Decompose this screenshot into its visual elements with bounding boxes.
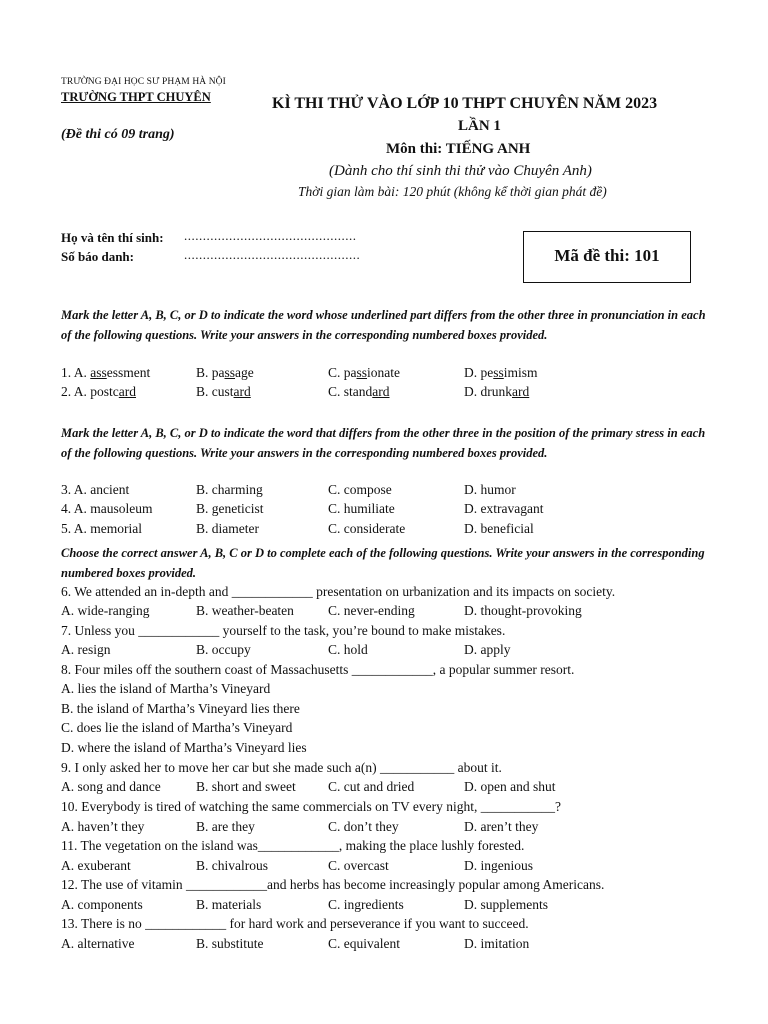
- exam-title: KÌ THI THỬ VÀO LỚP 10 THPT CHUYÊN NĂM 2023: [272, 95, 658, 112]
- question-7-stem: 7. Unless you ____________ yourself to the task, you’re bound to make mistakes.: [61, 623, 506, 638]
- option-9a: A. song and dance: [61, 779, 161, 794]
- question-11-stem: 11. The vegetation on the island was____________, making the place lushly forested.: [61, 838, 525, 853]
- candidate-name-label: Họ và tên thí sinh:: [61, 230, 164, 245]
- section2-instruction: Mark the letter A, B, C, or D to indicate the word that differs from the other three in the position of the primary stress in each of the following questions. Write your answers in the corresponding numbered boxes provided.: [61, 426, 706, 460]
- school-name: TRƯỜNG THPT CHUYÊN: [61, 90, 211, 104]
- pages-note: (Đề thi có 09 trang): [61, 127, 175, 142]
- university-name: TRƯỜNG ĐẠI HỌC SƯ PHẠM HÀ NỘI: [61, 77, 226, 87]
- option-8a: A. lies the island of Martha’s Vineyard: [61, 681, 271, 696]
- option-9d: D. open and shut: [464, 779, 556, 794]
- candidate-id-label: Số báo danh:: [61, 249, 134, 264]
- option-4b: B. geneticist: [196, 501, 264, 516]
- option-2a: 2. A. postcard: [61, 384, 137, 399]
- exam-round: LẦN 1: [458, 118, 501, 134]
- option-7b: B. occupy: [196, 642, 251, 657]
- candidate-name-dots: ..............................................: [184, 228, 357, 243]
- question-9-stem: 9. I only asked her to move her car but she made such a(n) ___________ about it.: [61, 760, 502, 775]
- candidate-id-dots: ...............................................: [184, 247, 361, 262]
- section3-instruction: Choose the correct answer A, B, C or D to complete each of the following questions. Write your answers in the corresponding numbered boxes provided.: [61, 546, 705, 580]
- option-4a: 4. A. mausoleum: [61, 501, 153, 516]
- question-8-stem: 8. Four miles off the southern coast of Massachusetts ____________, a popular summer resort.: [61, 662, 575, 677]
- option-8c: C. does lie the island of Martha’s Vineyard: [61, 720, 293, 735]
- option-10b: B. are they: [196, 819, 255, 834]
- option-10c: C. don’t they: [328, 819, 399, 834]
- question-13-stem: 13. There is no ____________ for hard work and perseverance if you want to succeed.: [61, 916, 529, 931]
- option-3a: 3. A. ancient: [61, 482, 130, 497]
- option-11d: D. ingenious: [464, 858, 533, 873]
- option-12a: A. components: [61, 897, 143, 912]
- option-2c: C. standard: [328, 384, 390, 399]
- option-4d: D. extravagant: [464, 501, 544, 516]
- option-8b: B. the island of Martha’s Vineyard lies there: [61, 701, 300, 716]
- option-13d: D. imitation: [464, 936, 530, 951]
- exam-dedication: (Dành cho thí sinh thi thử vào Chuyên Anh): [329, 163, 592, 179]
- option-11c: C. overcast: [328, 858, 389, 873]
- option-10a: A. haven’t they: [61, 819, 145, 834]
- option-13b: B. substitute: [196, 936, 264, 951]
- option-1c: C. passionate: [328, 365, 401, 380]
- question-12-stem: 12. The use of vitamin ____________and herbs has become increasingly popular among Americans.: [61, 877, 605, 892]
- exam-code-box: [523, 231, 691, 283]
- option-5a: 5. A. memorial: [61, 521, 142, 536]
- option-13c: C. equivalent: [328, 936, 400, 951]
- option-3d: D. humor: [464, 482, 516, 497]
- option-4c: C. humiliate: [328, 501, 395, 516]
- section1-instruction: Mark the letter A, B, C, or D to indicate the word whose underlined part differs from the other three in pronunciation in each of the following questions. Write your answers in the corresponding numbered boxes provided.: [61, 308, 706, 342]
- option-3c: C. compose: [328, 482, 392, 497]
- option-11a: A. exuberant: [61, 858, 131, 873]
- option-1b: B. passage: [196, 365, 254, 380]
- option-12c: C. ingredients: [328, 897, 404, 912]
- option-5b: B. diameter: [196, 521, 259, 536]
- option-1d: D. pessimism: [464, 365, 538, 380]
- option-12d: D. supplements: [464, 897, 548, 912]
- exam-code: Mã đề thi: 101: [554, 246, 660, 265]
- option-6d: D. thought-provoking: [464, 603, 582, 618]
- option-6c: C. never-ending: [328, 603, 415, 618]
- option-11b: B. chivalrous: [196, 858, 268, 873]
- option-2b: B. custard: [196, 384, 251, 399]
- option-10d: D. aren’t they: [464, 819, 539, 834]
- option-9b: B. short and sweet: [196, 779, 296, 794]
- question-6-stem: 6. We attended an in-depth and ____________ presentation on urbanization and its impacts on society.: [61, 584, 616, 599]
- option-1a: 1. A. assessment: [61, 365, 151, 380]
- option-6a: A. wide-ranging: [61, 603, 150, 618]
- exam-time: Thời gian làm bài: 120 phút (không kể thời gian phát đề): [298, 184, 607, 199]
- option-3b: B. charming: [196, 482, 263, 497]
- option-7c: C. hold: [328, 642, 368, 657]
- option-2d: D. drunkard: [464, 384, 530, 399]
- option-6b: B. weather-beaten: [196, 603, 294, 618]
- option-7d: D. apply: [464, 642, 511, 657]
- option-5d: D. beneficial: [464, 521, 534, 536]
- option-8d: D. where the island of Martha’s Vineyard lies: [61, 740, 307, 755]
- option-5c: C. considerate: [328, 521, 406, 536]
- option-7a: A. resign: [61, 642, 111, 657]
- exam-subject: Môn thi: TIẾNG ANH: [386, 141, 531, 157]
- option-13a: A. alternative: [61, 936, 135, 951]
- option-9c: C. cut and dried: [328, 779, 415, 794]
- question-10-stem: 10. Everybody is tired of watching the same commercials on TV every night, ___________?: [61, 799, 562, 814]
- option-12b: B. materials: [196, 897, 262, 912]
